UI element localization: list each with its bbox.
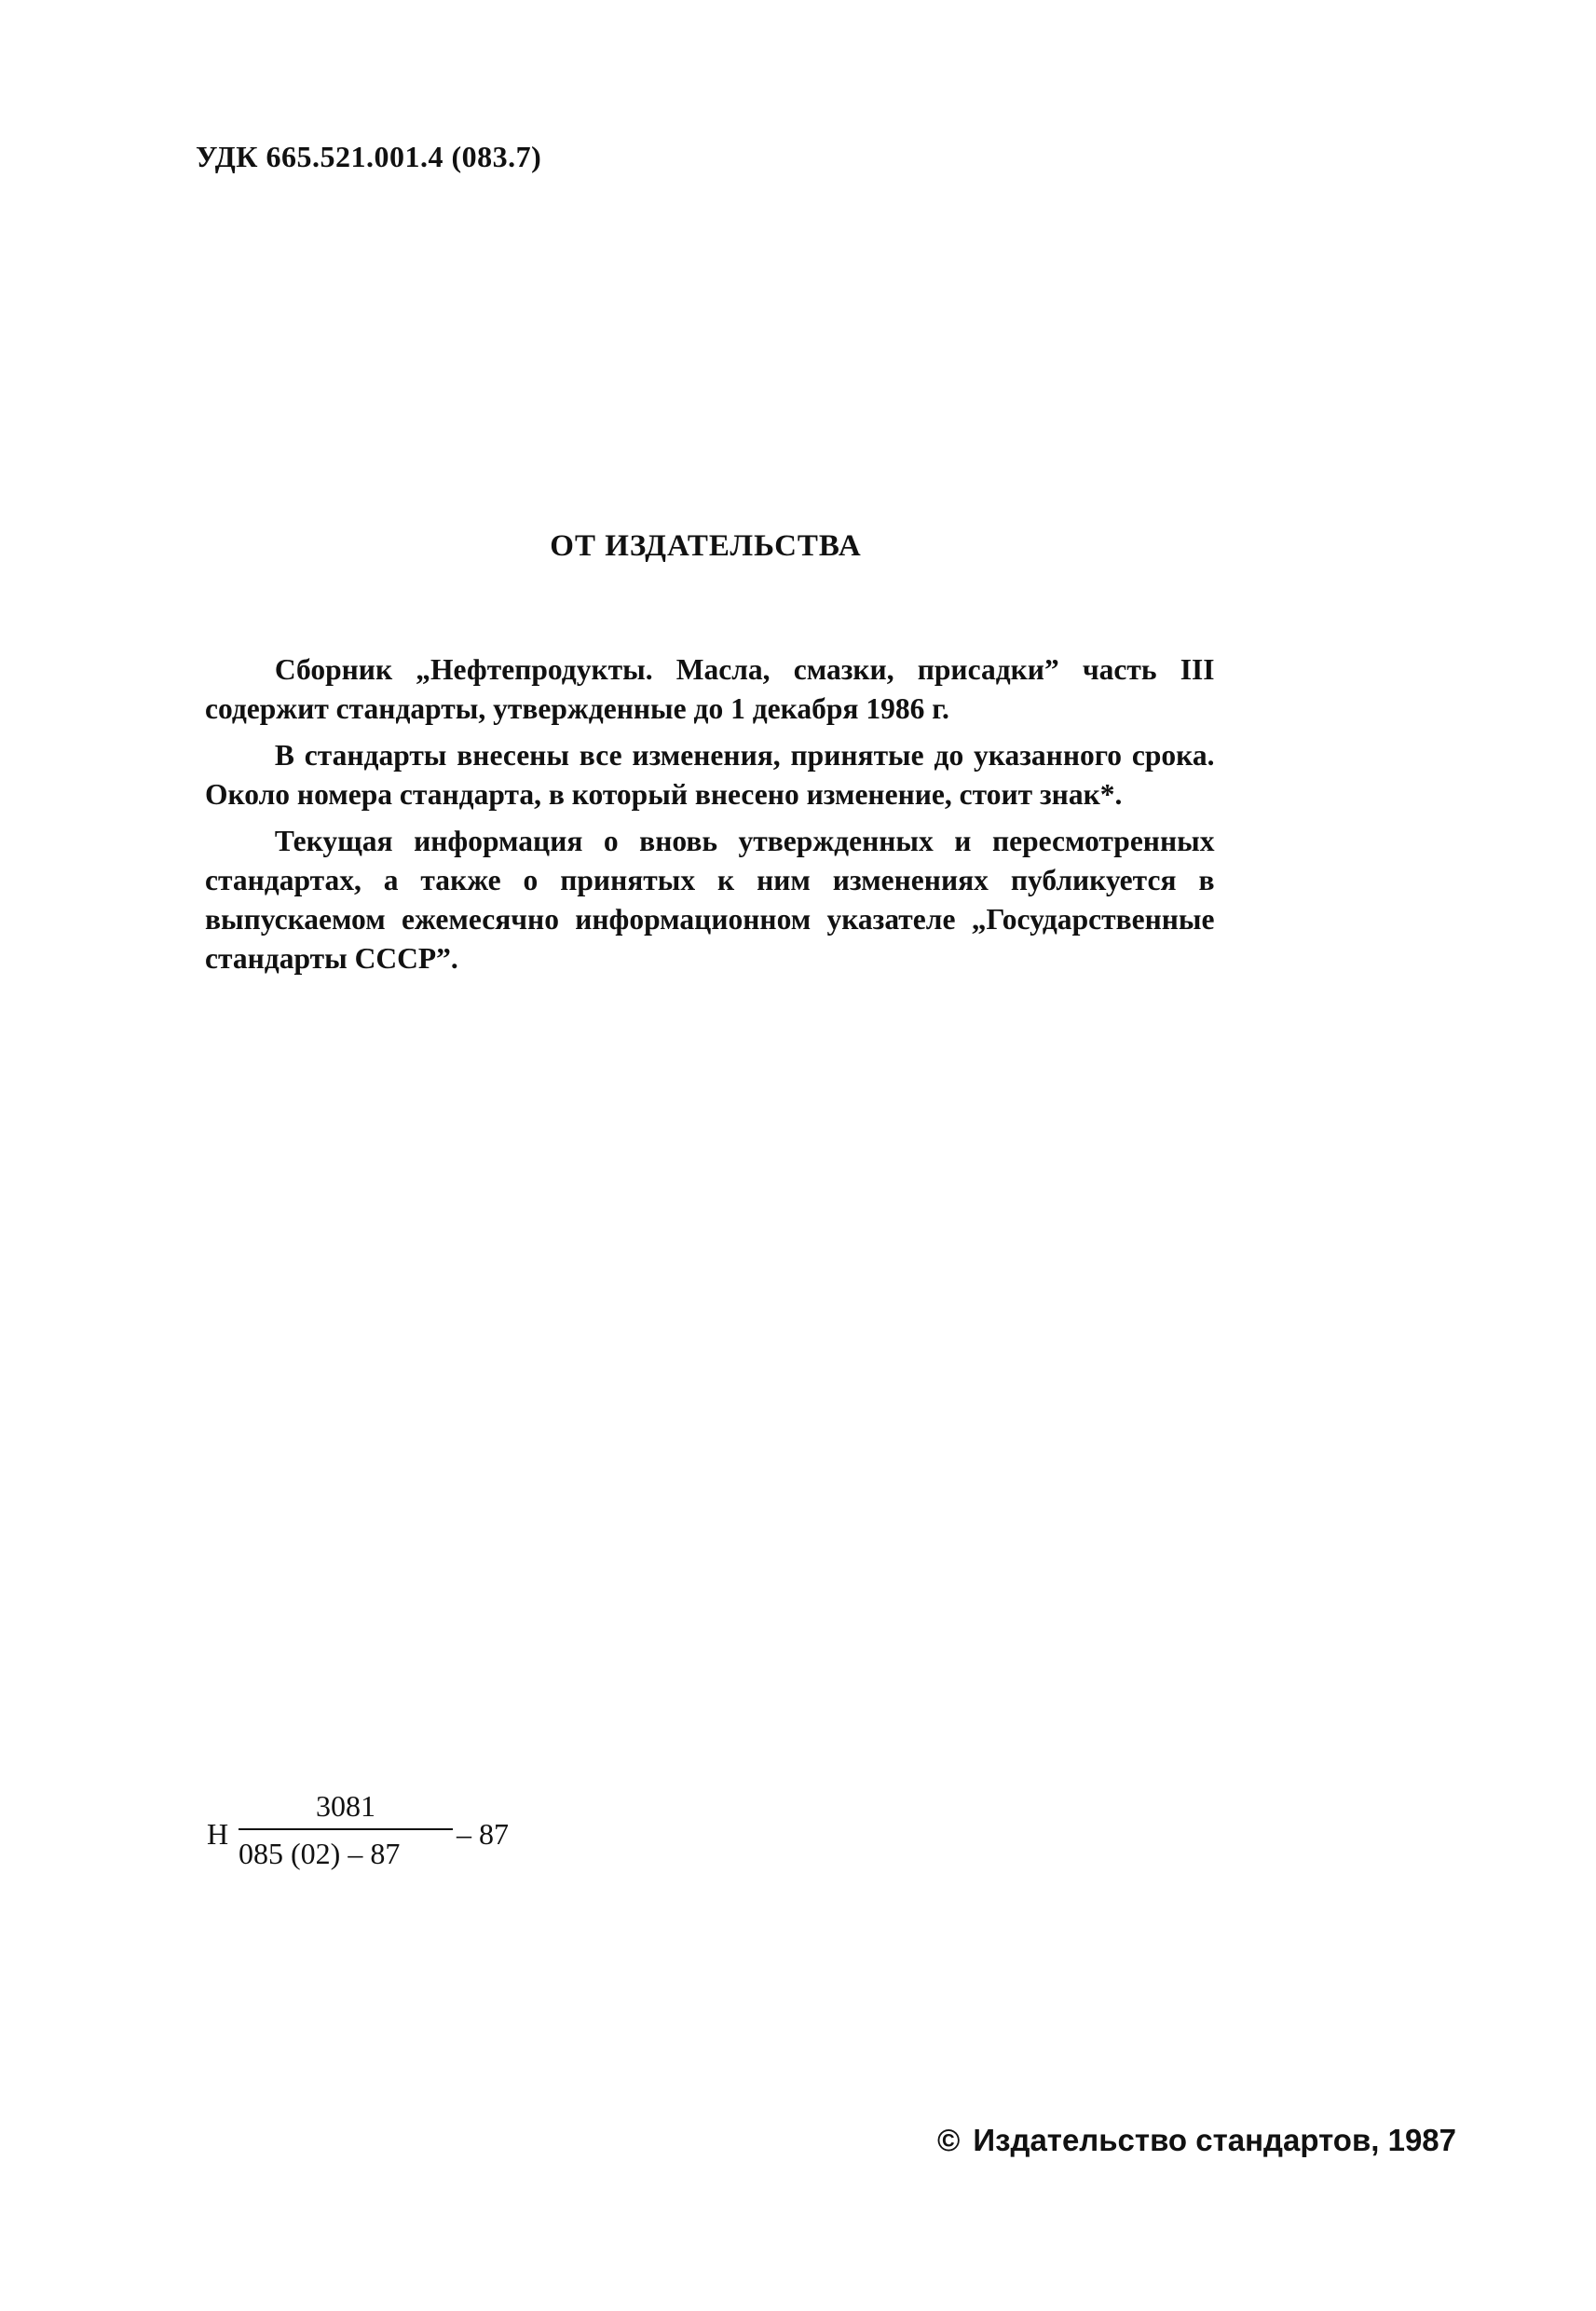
- page-heading: ОТ ИЗДАТЕЛЬСТВА: [550, 529, 862, 563]
- paragraph-current-info: Текущая информация о вновь утвержденных и пересмотренных стандартах, а также о принятых к ним изменениях публикуется в выпускаемом ежемесячно информационном указателе „Государственные стандарты СССР”.: [205, 824, 1215, 975]
- publication-code-suffix: – 87: [457, 1817, 509, 1851]
- publication-code-numerator: 3081: [316, 1789, 375, 1823]
- publisher-note: [205, 650, 1215, 978]
- copyright-icon: ©: [937, 2123, 961, 2157]
- publication-code-fraction: [239, 1787, 453, 1871]
- udk-code: УДК 665.521.001.4 (083.7): [196, 140, 542, 173]
- fraction-line: [239, 1828, 453, 1830]
- paragraph-collection-scope: Сборник „Нефтепродукты. Масла, смазки, присадки” часть III содержит стандарты, утвержденные до 1 декабря 1986 г.: [205, 652, 1215, 725]
- paragraph-changes: В стандарты внесены все изменения, принятые до указанного срока. Около номера стандарта, в который внесено изменение, стоит знак*.: [205, 738, 1215, 811]
- copyright-notice: [937, 2123, 1456, 2158]
- publication-code-prefix: Н: [207, 1817, 229, 1851]
- publication-code: [207, 1787, 542, 1890]
- publication-code-denominator: 085 (02) – 87: [239, 1837, 401, 1870]
- copyright-text: Издательство стандартов, 1987: [973, 2123, 1456, 2157]
